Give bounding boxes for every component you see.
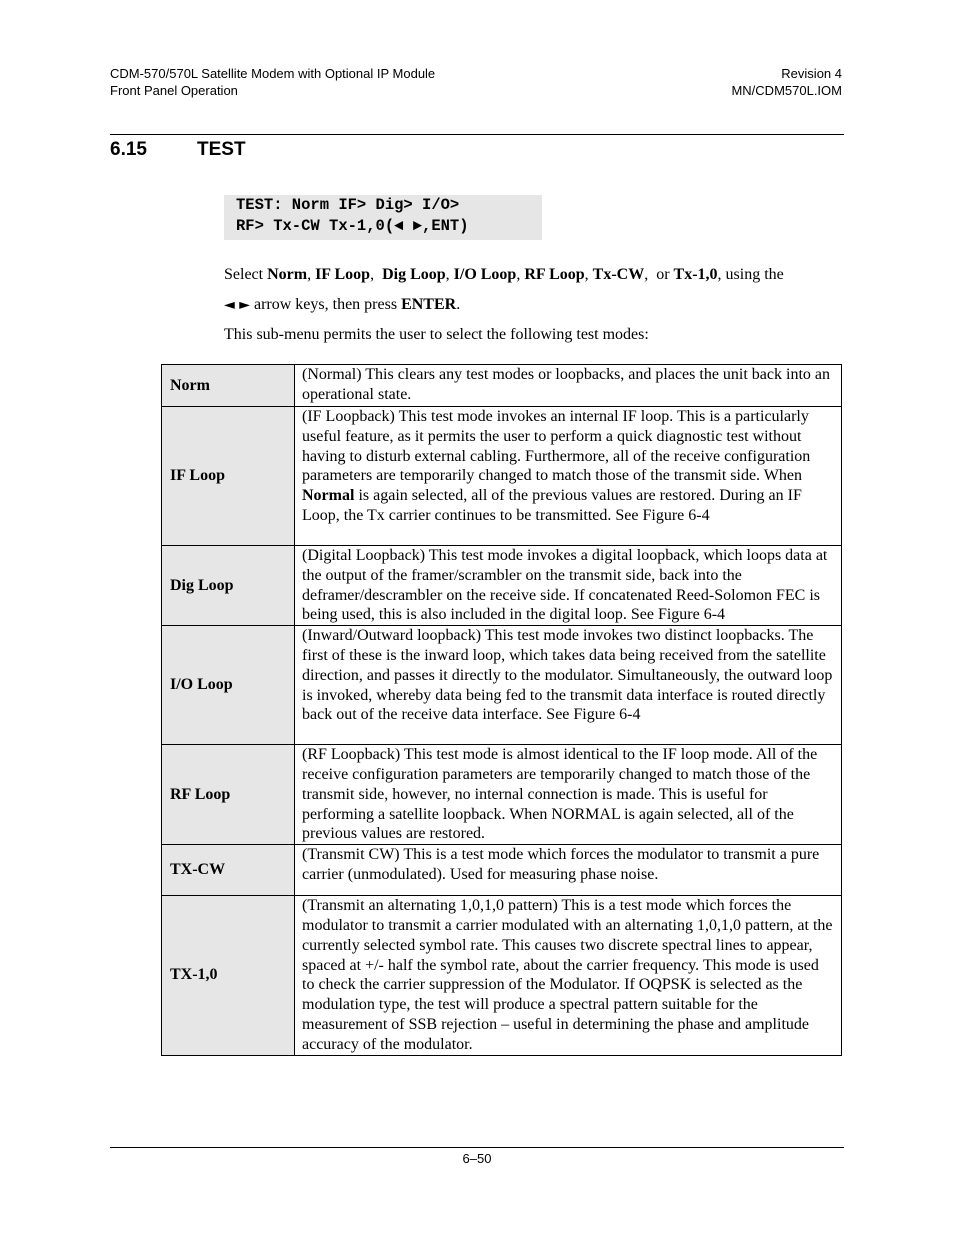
- mode-description-text: (IF Loopback) This test mode invokes an internal IF loop. This is a particularly useful feature, as it permits the user to perform a quick diagnostic test without having to disturb external cabling. Furthermore, all of the receive configuration parameters are temporarily changed to match those of the transmit side. When: [302, 408, 811, 485]
- intro-paragraph-line2: [224, 295, 460, 315]
- running-header-left: [110, 66, 435, 99]
- arrow-keys-icon: ◄ ►: [224, 297, 250, 313]
- mode-description: (Normal) This clears any test modes or loopbacks, and places the unit back into an operational state.: [295, 365, 842, 407]
- section-title: TEST: [197, 139, 246, 160]
- table-row: [162, 745, 842, 845]
- section-number: 6.15: [110, 139, 147, 160]
- intro-text: ,: [445, 266, 454, 283]
- intro-keyword: Tx-CW: [592, 266, 645, 283]
- header-chapter: Front Panel Operation: [110, 82, 238, 98]
- table-row: [162, 365, 842, 407]
- table-row: [162, 896, 842, 1055]
- intro-text: , using the: [717, 266, 784, 283]
- mode-description: (Inward/Outward loopback) This test mode invokes two distinct loopbacks. The first of these is the inward loop, which takes data being received from the satellite direction, and passes it directly to the modulator. Simultaneously, the outward loop is invoked, whereby data being fed to the transmit data interface is routed directly back out of the receive data interface. See Figure 6-4: [295, 626, 842, 745]
- header-title: CDM-570/570L Satellite Modem with Optional IP Module: [110, 66, 436, 81]
- table-row: [162, 845, 842, 896]
- intro-text: ,: [370, 266, 383, 283]
- table-row: [162, 626, 842, 745]
- intro-text: Select: [224, 266, 268, 283]
- mode-term: I/O Loop: [162, 626, 295, 745]
- intro-keyword: RF Loop: [524, 266, 585, 283]
- mode-description-text: is again selected, all of the previous values are restored. During an IF Loop, the Tx carrier continues to be transmitted. See Figure 6-4: [302, 487, 802, 524]
- intro-text: ,: [584, 266, 593, 283]
- intro-text: ,: [516, 266, 525, 283]
- mode-description: (Transmit CW) This is a test mode which forces the modulator to transmit a pure carrier (unmodulated). Used for measuring phase noise.: [295, 845, 842, 896]
- intro-text: , or: [644, 266, 674, 283]
- intro-text: arrow keys, then press: [249, 296, 402, 313]
- page-number: 6–50: [462, 1151, 492, 1166]
- mode-term: Norm: [162, 365, 295, 407]
- table-row: [162, 546, 842, 626]
- submenu-paragraph: This sub-menu permits the user to select the following test modes:: [224, 326, 649, 343]
- mode-term: TX-CW: [162, 845, 295, 896]
- mode-term: RF Loop: [162, 745, 295, 845]
- mode-description-keyword: Normal: [302, 487, 355, 505]
- header-doc-number: MN/CDM570L.IOM: [731, 82, 842, 98]
- footer-rule: [110, 1147, 844, 1148]
- mode-term: TX-1,0: [162, 896, 295, 1055]
- intro-keyword: Dig Loop: [382, 266, 446, 283]
- display-line-2: RF> Tx-CW Tx-1,0(◄ ►,ENT): [236, 217, 469, 235]
- display-line-1: TEST: Norm IF> Dig> I/O>: [236, 196, 460, 214]
- running-header-right: [731, 66, 842, 99]
- header-rule: [110, 134, 844, 135]
- mode-description: (Transmit an alternating 1,0,1,0 pattern) This is a test mode which forces the modulator to transmit a carrier modulated with an alternating 1,0,1,0 pattern, at the currently selected symbol rate. This causes two discrete spectral lines to appear, spaced at +/- half the symbol rate, about the carrier frequency. This mode is used to check the carrier suppression of the Modulator. If OQPSK is selected as the modulation type, the test will produce a spectral pattern suitable for the measurement of SSB rejection – useful in determining the phase and amplitude accuracy of the modulator.: [295, 896, 842, 1055]
- intro-keyword: Tx-1,0: [673, 266, 718, 283]
- intro-keyword: I/O Loop: [453, 266, 517, 283]
- intro-keyword: ENTER: [401, 296, 457, 313]
- intro-keyword: Norm: [267, 266, 308, 283]
- mode-description: (RF Loopback) This test mode is almost identical to the IF loop mode. All of the receive configuration parameters are temporarily changed to match those of the transmit side, however, no internal connection is made. This is useful for performing a satellite loopback. When NORMAL is again selected, all of the previous values are restored.: [295, 745, 842, 845]
- mode-description: [295, 407, 842, 546]
- section-heading: [110, 139, 246, 161]
- header-revision: Revision 4: [781, 66, 842, 81]
- table-row: [162, 407, 842, 546]
- test-modes-table: [161, 364, 842, 1056]
- front-panel-display: [224, 195, 542, 240]
- intro-text: ,: [307, 266, 316, 283]
- mode-term: IF Loop: [162, 407, 295, 546]
- mode-term: Dig Loop: [162, 546, 295, 626]
- intro-text: .: [456, 296, 461, 313]
- intro-paragraph-line1: [224, 265, 784, 284]
- intro-keyword: IF Loop: [315, 266, 371, 283]
- mode-description: (Digital Loopback) This test mode invokes a digital loopback, which loops data at the output of the framer/scrambler on the transmit side, back into the deframer/descrambler on the receive side. If concatenated Reed-Solomon FEC is being used, this is also included in the digital loop. See Figure 6-4: [295, 546, 842, 626]
